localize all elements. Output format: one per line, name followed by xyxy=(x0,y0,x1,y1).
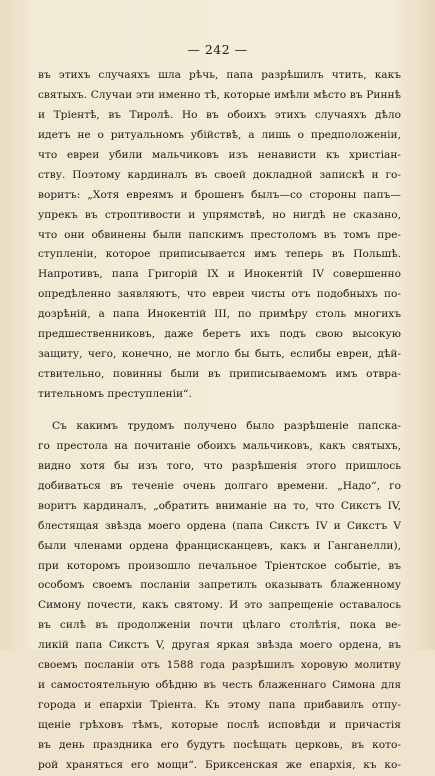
text-line: щеніе грѣховъ тѣмъ, которые послѣ исповѣди и причастія xyxy=(38,719,401,731)
text-line: своемъ посланіи отъ 1588 года разрѣшилъ хоровую молитву xyxy=(38,659,401,672)
paragraph-2 xyxy=(38,417,401,776)
body-text xyxy=(38,66,401,776)
text-line: и самостоятельную обѣдню въ честь блаженнаго Симона для xyxy=(38,679,401,692)
text-line: блестящая звѣзда моего ордена (папа Сикстъ IV и Сикстъ V xyxy=(38,519,401,532)
text-line: Напротивъ, папа Григорій IX и Инокентій IV совершенно xyxy=(38,268,401,281)
text-line: воритъ кардиналъ, „обратить вниманіе на то, что Сикстъ IV, xyxy=(38,499,401,512)
text-line: и Тріентѣ, въ Тиролѣ. Но въ обоихъ этихъ случаяхъ дѣло xyxy=(38,108,401,121)
text-line: особомъ своемъ посланіи запретилъ оказывать блаженному xyxy=(38,579,401,592)
text-line: идетъ не о ритуальномъ убійствѣ, а лишь о предположеніи, xyxy=(38,128,401,141)
text-line: го престола на почитаніе обоихъ мальчиковъ, какъ святыхъ, xyxy=(38,439,401,452)
text-line: въ этихъ случаяхъ шла рѣчь, папа разрѣшилъ чтить, какъ xyxy=(38,69,401,81)
text-line: были членами ордена францисканцевъ, какъ и Ганганелли), xyxy=(38,539,401,552)
text-line: воритъ: „Хотя евреямъ и брошенъ былъ—со стороны папъ— xyxy=(38,188,401,201)
text-line: защиту, чего, конечно, не могло бы быть, еслибы евреи, дѣй- xyxy=(38,348,401,361)
text-line: что евреи убили мальчиковъ изъ ненависти къ христіан- xyxy=(38,148,401,161)
text-line: предшественниковъ, даже беретъ ихъ подъ свою высокую xyxy=(38,328,401,341)
text-line: что они обвинены были папскимъ престоломъ въ томъ пре- xyxy=(38,228,401,241)
text-line: опредѣленно заявляютъ, что евреи чисты отъ подобныхъ по- xyxy=(38,288,401,301)
text-line: при которомъ произошло печальное Тріентское событіе, въ xyxy=(38,559,401,572)
text-line: видно хотя бы изъ того, что разрѣшенія этого пришлось xyxy=(38,459,401,472)
text-line: рой храняться его мощи“. Бриксенская же епархія, къ ко- xyxy=(38,758,401,771)
text-line: ствительно, повинны были въ приписываемомъ имъ отвра- xyxy=(38,368,401,381)
paragraph-gap xyxy=(38,405,401,417)
paragraph-1 xyxy=(38,66,401,405)
text-line: въ день праздника его будутъ посѣщать церковь, въ кото- xyxy=(38,738,401,751)
text-line: города и епархіи Тріента. Къ этому папа прибавилъ отпу- xyxy=(38,699,401,712)
text-line: ству. Поэтому кардиналъ въ своей докладной запискѣ и го- xyxy=(38,168,401,181)
page-number: — 242 — xyxy=(187,42,248,57)
text-line: святыхъ. Случаи эти именно тѣ, которые имѣли мѣсто въ Риннѣ xyxy=(38,88,401,101)
text-line: тительномъ преступленіи“. xyxy=(38,388,192,400)
text-line: ступленіи, которое приписывается имъ теперь въ Польшѣ. xyxy=(38,248,401,261)
text-line: Симону почести, какъ святому. И это запрещеніе оставалось xyxy=(38,599,401,612)
text-line: дозрѣній, а папа Инокентій III, по примѣру столь многихъ xyxy=(38,308,401,321)
text-line: упрекъ въ строптивости и упрямствѣ, но нигдѣ не сказано, xyxy=(38,208,401,221)
text-line: Съ какимъ трудомъ получено было разрѣшеніе папска- xyxy=(52,419,401,432)
text-line: ликій папа Сикстъ V, другая яркая звѣзда моего ордена, въ xyxy=(38,639,401,652)
text-line: добиваться въ теченіе очень долгаго времени. „Надо“, го xyxy=(38,479,401,492)
text-line: въ силѣ въ продолженіи почти цѣлаго столѣтія, пока ве- xyxy=(38,619,401,632)
